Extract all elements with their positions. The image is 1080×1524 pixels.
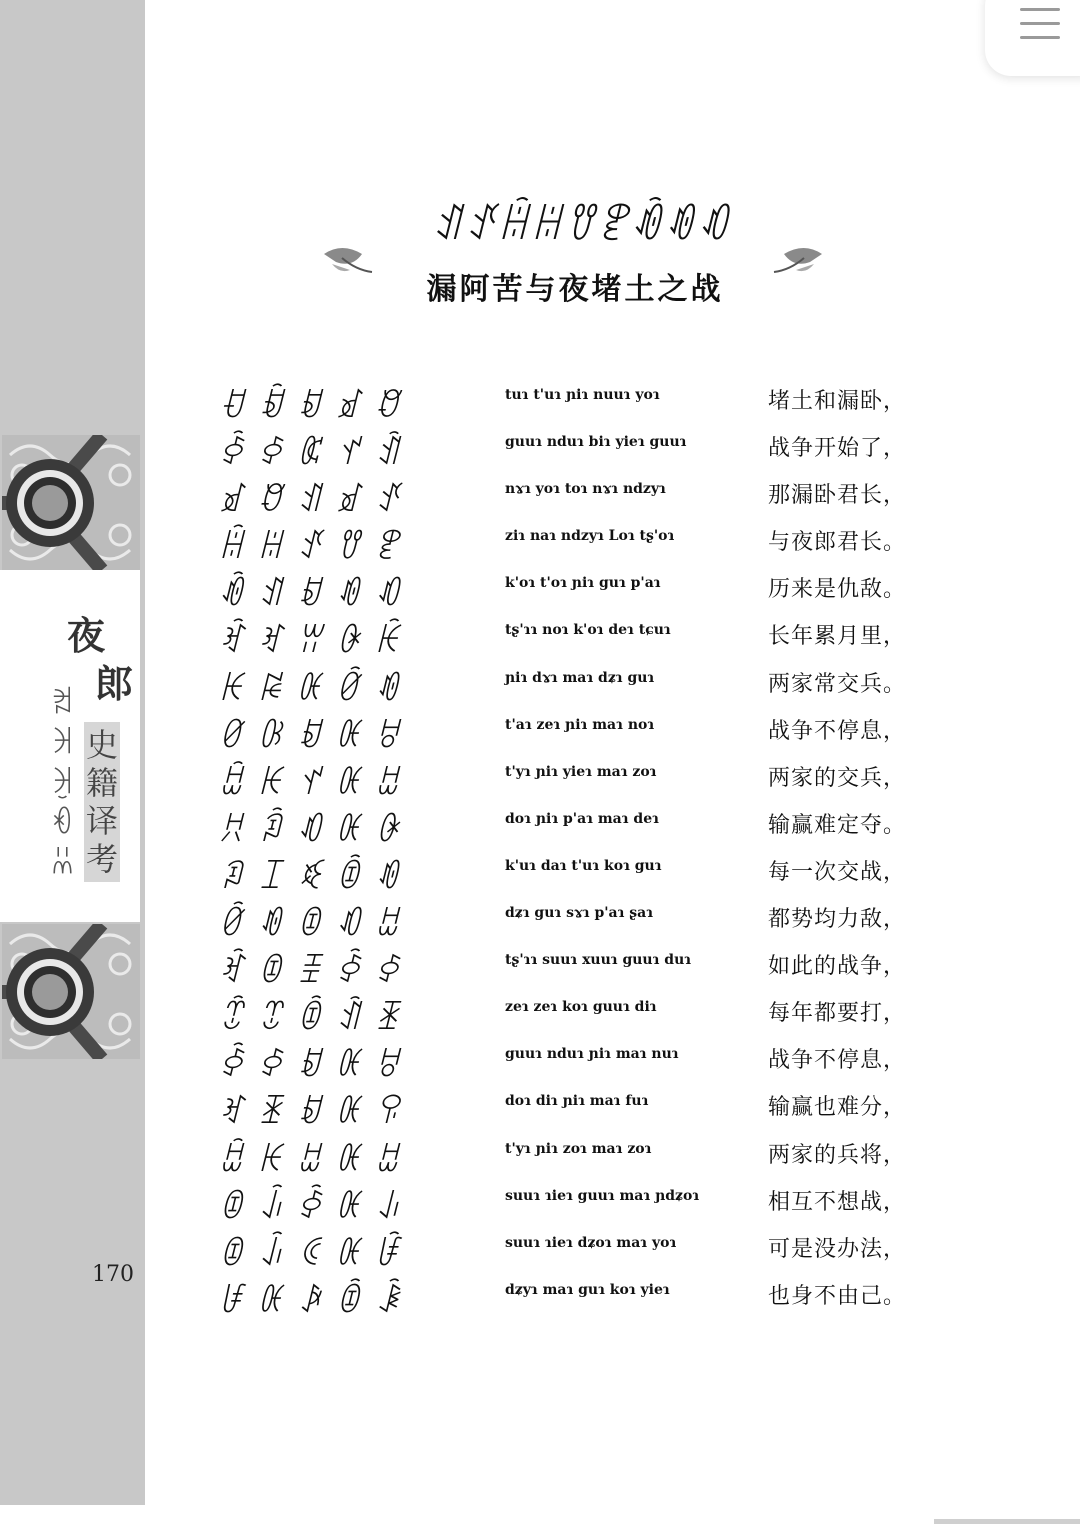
chinese-line: 两家的兵将，: [768, 1142, 907, 1168]
chapter-title-yi: ꀊꀋꀌꀍꀎꀏꀐꀑꀒ: [430, 203, 730, 249]
chinese-line: 也身不由己。: [768, 1283, 907, 1309]
chinese-line: 战争不停息，: [768, 1048, 907, 1074]
chinese-line: 两家的交兵，: [768, 765, 907, 791]
phonetic-line: dʑɿ guɿ sɤɿ p'aɿ ʂaɿ: [505, 905, 654, 922]
phonetic-line: tuɿ t'uɿ ɲiɿ nuuɿ yoɿ: [505, 387, 660, 403]
phonetic-line: guuɿ nduɿ ɲiɿ maɿ nuɿ: [505, 1046, 679, 1063]
chinese-line: 那漏卧君长，: [768, 483, 907, 509]
book-subtitle: [84, 722, 120, 882]
ornament-bottom-image: [2, 924, 140, 1059]
phonetic-line: tʂ'ɿɿ noɿ k'oɿ deɿ tɕuɿ: [505, 622, 671, 639]
phonetic-line: t'aɿ zeɿ ɲiɿ maɿ noɿ: [505, 716, 655, 733]
yi-line: ꀘꀙꀚꀛꀑ: [218, 669, 413, 708]
phonetic-line: t'yɿ ɲiɿ zoɿ maɿ zoɿ: [505, 1140, 652, 1157]
subtitle-char: 史: [85, 726, 118, 764]
menu-icon: [1020, 8, 1060, 11]
chinese-line: 堵土和漏卧，: [768, 389, 907, 414]
chinese-line: 战争开始了，: [768, 436, 907, 462]
chinese-translation-column: [768, 384, 918, 1326]
phonetic-line: guuɿ nduɿ biɿ yieɿ guuɿ: [505, 434, 687, 451]
scroll-indicator: [934, 1519, 1080, 1524]
chinese-line: 每一次交战，: [768, 859, 907, 885]
phonetic-line: nɤɿ yoɿ toɿ nɤɿ ndzyɿ: [505, 481, 666, 498]
leaf-ornament-right: [772, 240, 824, 276]
yi-line: ꀓꀔꀕꀖꀗ: [218, 622, 413, 661]
chinese-line: 与夜郎君长。: [768, 530, 907, 556]
yi-line: ꀃꀄꀊꀃꀋ: [218, 481, 413, 520]
yi-line: ꀣꀤꀥꀦꀑ: [218, 857, 413, 896]
ornament-top-image: [2, 435, 140, 570]
menu-icon: [1020, 36, 1060, 39]
phonetic-line: suuɿ ɿieɿ dʑoɿ maɿ yoɿ: [505, 1234, 677, 1251]
phonetic-line: ɲiɿ dɤɿ maɿ dʑɿ guɿ: [505, 669, 655, 686]
phonetic-line: doɿ ɲiɿ p'aɿ maɿ deɿ: [505, 810, 659, 827]
chinese-line: 长年累月里，: [768, 624, 907, 650]
yi-line: ꀀꀁꀂꀃꀄ: [218, 387, 413, 425]
yi-line: ꀐꀊꀂꀑꀒ: [218, 575, 413, 614]
menu-icon: [1020, 22, 1060, 25]
leaf-ornament-left: [322, 240, 374, 276]
chapter-title: 漏阿苦与夜堵土之战: [426, 272, 724, 307]
chinese-line: 如此的战争，: [768, 954, 907, 980]
chinese-line: 战争不停息，: [768, 718, 907, 744]
phonetic-line: dʑyɿ maɿ guɿ koɿ yieɿ: [505, 1281, 670, 1298]
chinese-line: 每年都要打，: [768, 1001, 907, 1027]
chinese-line: 输赢也难分，: [768, 1095, 907, 1121]
phonetic-column: [505, 384, 730, 1326]
yi-line: ꀅꀆꀇꀈꀉ: [218, 434, 413, 473]
yi-line: ꀧꀭꀅꀚꀮ: [218, 1187, 413, 1226]
phonetic-line: k'oɿ t'oɿ ɲiɿ guɿ p'aɿ: [505, 575, 661, 592]
yi-line: ꀔꀫꀂꀚꀬ: [218, 1093, 413, 1132]
page-number: 170: [92, 1262, 134, 1287]
phonetic-line: doɿ diɿ ɲiɿ maɿ fuɿ: [505, 1093, 649, 1110]
yi-script-column: [218, 384, 454, 1326]
chinese-line: 历来是仇敌。: [768, 577, 907, 603]
subtitle-char: 考: [85, 840, 118, 878]
chinese-line: 输赢难定夺。: [768, 812, 907, 838]
yi-line: ꀅꀆꀂꀚꀞ: [218, 1046, 413, 1085]
yi-line: ꀟꀘꀈꀚꀠ: [218, 763, 413, 802]
subtitle-char: 译: [85, 802, 118, 840]
book-title-yi: ꀕꀖꀗꀘꀙ: [50, 679, 74, 874]
yi-line: ꀌꀍꀋꀎꀏ: [218, 528, 413, 567]
book-title-char: 郎: [95, 661, 134, 706]
chinese-line: 都势均力敌，: [768, 907, 907, 933]
phonetic-line: suuɿ ɿieɿ guuɿ maɿ ɲdʑoɿ: [505, 1187, 700, 1204]
yi-line: ꀓꀧꀨꀅꀆ: [218, 952, 413, 991]
chinese-line: 可是没办法，: [768, 1236, 907, 1262]
yi-line: ꀩꀪꀦꀉꀫ: [218, 999, 413, 1038]
phonetic-line: t'yɿ ɲiɿ yieɿ maɿ zoɿ: [505, 763, 657, 780]
phonetic-line: k'uɿ daɿ t'uɿ koɿ guɿ: [505, 857, 662, 874]
subtitle-char: 籍: [85, 764, 118, 802]
phonetic-line: tʂ'ɿɿ suuɿ xuuɿ guuɿ duɿ: [505, 952, 692, 969]
yi-line: ꀛꀑꀧꀒꀠ: [218, 905, 413, 944]
menu-button[interactable]: [985, 0, 1080, 76]
yi-line: ꀡꀢꀒꀚꀖ: [218, 810, 413, 849]
yi-line: ꀟꀘꀠꀚꀠ: [218, 1140, 413, 1179]
chinese-line: 相互不想战，: [768, 1189, 907, 1215]
yi-line: ꀧꀭꀯꀚꀰ: [218, 1234, 413, 1273]
yi-line: ꀱꀚꀲꀦꀳ: [218, 1281, 413, 1320]
phonetic-line: zeɿ zeɿ koɿ guuɿ diɿ: [505, 999, 657, 1016]
phonetic-line: ziɿ naɿ ndzyɿ Loɿ tʂ'oɿ: [505, 528, 675, 545]
yi-line: ꀜꀝꀂꀚꀞ: [218, 716, 413, 755]
book-title-char: 夜: [67, 613, 106, 658]
chinese-line: 两家常交兵。: [768, 671, 907, 697]
